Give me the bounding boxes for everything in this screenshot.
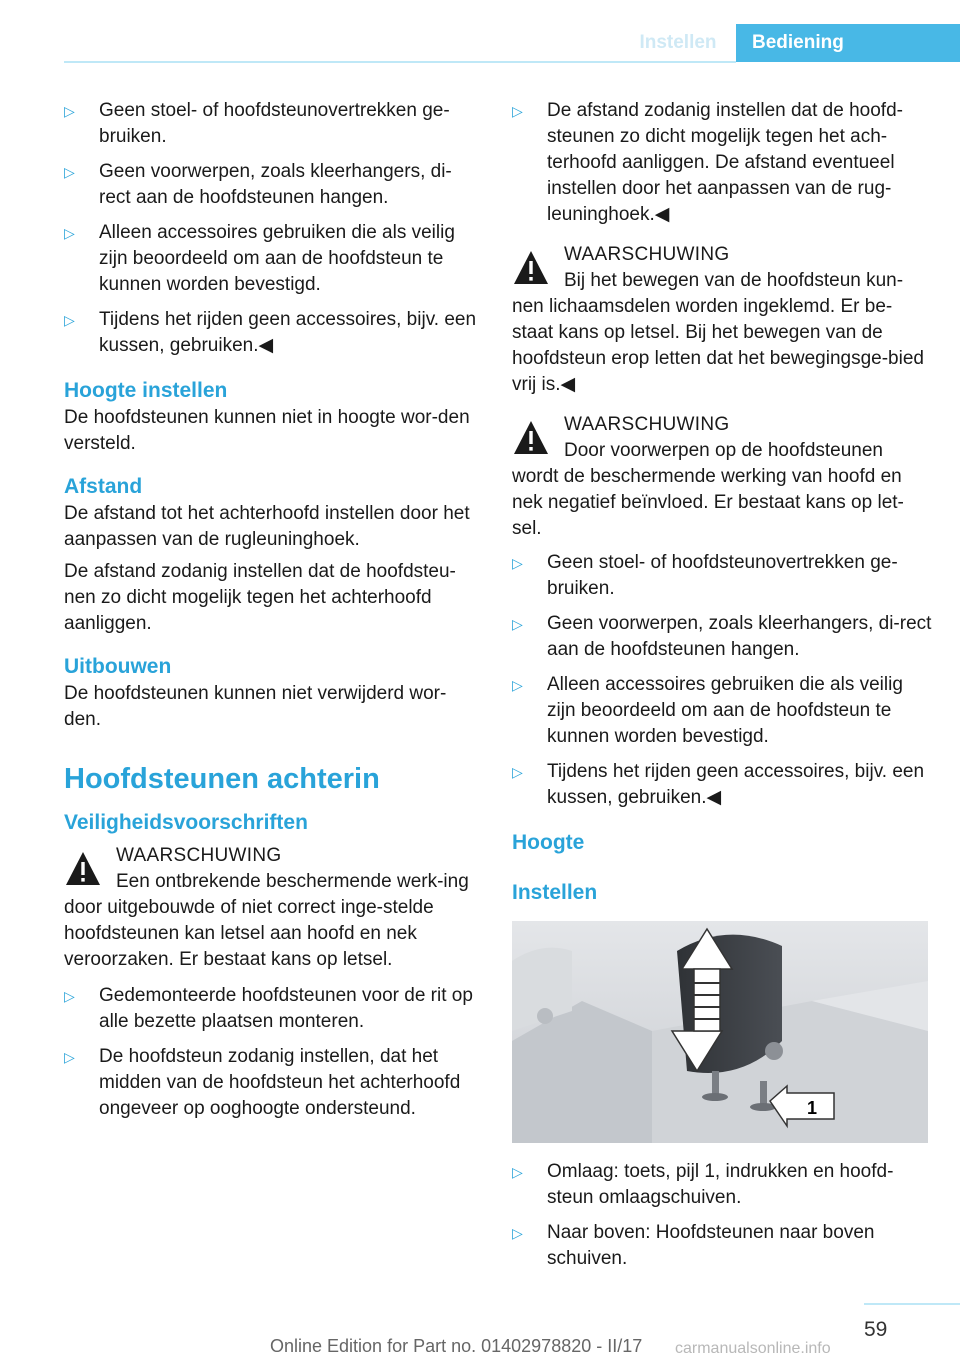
triangle-bullet-icon: ▷ — [512, 677, 523, 693]
list-item: ▷ Tijdens het rijden geen accessoires, bijv. een kussen, gebruiken.◀ — [64, 309, 477, 356]
headrest-photo — [512, 921, 928, 1143]
warning-text: Door voorwerpen op de hoofdsteunen wordt de beschermende werking van hoofd en nek negatief beïnvloed. Er bestaat kans op let-sel. — [512, 440, 904, 539]
heading-veiligheidsvoorschriften: Veiligheidsvoorschriften — [64, 811, 308, 834]
paragraph: De hoofdsteunen kunnen niet verwijderd wor-den. — [64, 683, 447, 730]
triangle-bullet-icon: ▷ — [512, 1164, 523, 1180]
list-item: ▷ Alleen accessoires gebruiken die als veilig zijn beoordeeld om aan de hoofdsteun te kunnen worden bevestigd. — [64, 222, 455, 295]
warning-block — [512, 412, 932, 542]
heading-hoogte-instellen: Hoogte instellen — [64, 379, 228, 402]
list-item: ▷ Geen stoel- of hoofdsteunovertrekken ge-bruiken. — [512, 552, 898, 599]
watermark: carmanualsonline.info — [675, 1340, 831, 1357]
warning-title: WAARSCHUWING — [564, 414, 730, 435]
triangle-bullet-icon: ▷ — [512, 103, 523, 119]
section-title: Hoofdsteunen achterin — [64, 763, 380, 795]
list-item: ▷ De hoofdsteun zodanig instellen, dat het midden van de hoofdsteun het achterhoofd ongeveer op ooghoogte ondersteund. — [64, 1046, 461, 1119]
left-column — [64, 98, 480, 1131]
right-column — [512, 98, 932, 1281]
footer-rule — [864, 1303, 960, 1305]
heading-afstand: Afstand — [64, 475, 143, 498]
paragraph: De hoofdsteunen kunnen niet in hoogte wor-den versteld. — [64, 407, 470, 454]
warning-triangle-icon — [512, 248, 550, 288]
warning-title: WAARSCHUWING — [564, 244, 730, 265]
warning-text: Bij het bewegen van de hoofdsteun kun-nen lichaamsdelen worden ingeklemd. Er be-staat kans op letsel. Bij het bewegen van de hoofdsteun erop letten dat het bewegingsge-bied vrij is.◀ — [512, 270, 924, 395]
paragraph: De afstand tot het achterhoofd instellen door het aanpassen van de rugleuninghoek. — [64, 503, 470, 550]
list-item: ▷ Naar boven: Hoofdsteunen naar boven schuiven. — [512, 1222, 875, 1269]
triangle-bullet-icon: ▷ — [512, 555, 523, 571]
warning-title: WAARSCHUWING — [116, 845, 282, 866]
triangle-bullet-icon: ▷ — [64, 103, 75, 119]
figure-callout-label: 1 — [806, 1098, 818, 1118]
headrest-illustration — [512, 921, 928, 1143]
page-number: 59 — [864, 1318, 888, 1341]
edition-note: Online Edition for Part no. 01402978820 - II/17 — [270, 1336, 643, 1356]
list-item: ▷ Geen voorwerpen, zoals kleerhangers, di-rect aan de hoofdsteunen hangen. — [64, 161, 452, 208]
triangle-bullet-icon: ▷ — [512, 764, 523, 780]
heading-instellen: Instellen — [512, 881, 598, 904]
warning-block — [512, 242, 932, 398]
list-item: ▷ De afstand zodanig instellen dat de hoofd-steunen zo dicht mogelijk tegen het ach-terhoofd aanliggen. De afstand eventueel instellen door het aanpassen van de rug-leuninghoek.◀ — [512, 100, 903, 225]
list-item: ▷ Gedemonteerde hoofdsteunen voor de rit op alle bezette plaatsen monteren. — [64, 985, 473, 1032]
triangle-bullet-icon: ▷ — [64, 988, 75, 1004]
triangle-bullet-icon: ▷ — [64, 312, 75, 328]
list-item: ▷ Tijdens het rijden geen accessoires, bijv. een kussen, gebruiken.◀ — [512, 761, 925, 808]
warning-triangle-icon — [512, 418, 550, 458]
list-item: ▷ Alleen accessoires gebruiken die als veilig zijn beoordeeld om aan de hoofdsteun te kunnen worden bevestigd. — [512, 674, 903, 747]
heading-hoogte: Hoogte — [512, 831, 585, 854]
warning-text: Een ontbrekende beschermende werk-ing door uitgebouwde of niet correct inge-stelde hoofdsteunen kan letsel aan hoofd en nek veroorzaken. Er bestaat kans op letsel. — [64, 871, 469, 970]
tab-instellen[interactable]: Instellen — [639, 32, 717, 53]
tab-bediening[interactable]: Bediening — [736, 24, 960, 62]
warning-triangle-icon — [64, 849, 102, 889]
triangle-bullet-icon: ▷ — [64, 1049, 75, 1065]
triangle-bullet-icon: ▷ — [64, 164, 75, 180]
triangle-bullet-icon: ▷ — [512, 1225, 523, 1241]
list-item: ▷ Omlaag: toets, pijl 1, indrukken en hoofd-steun omlaagschuiven. — [512, 1161, 894, 1208]
warning-block — [64, 843, 480, 973]
triangle-bullet-icon: ▷ — [512, 616, 523, 632]
paragraph: De afstand zodanig instellen dat de hoofdsteu-nen zo dicht mogelijk tegen het achterhoofd aanliggen. — [64, 561, 456, 634]
list-item: ▷ Geen voorwerpen, zoals kleerhangers, di-rect aan de hoofdsteunen hangen. — [512, 613, 932, 660]
triangle-bullet-icon: ▷ — [64, 225, 75, 241]
list-item: ▷ Geen stoel- of hoofdsteunovertrekken ge-bruiken. — [64, 100, 450, 147]
heading-uitbouwen: Uitbouwen — [64, 655, 172, 678]
